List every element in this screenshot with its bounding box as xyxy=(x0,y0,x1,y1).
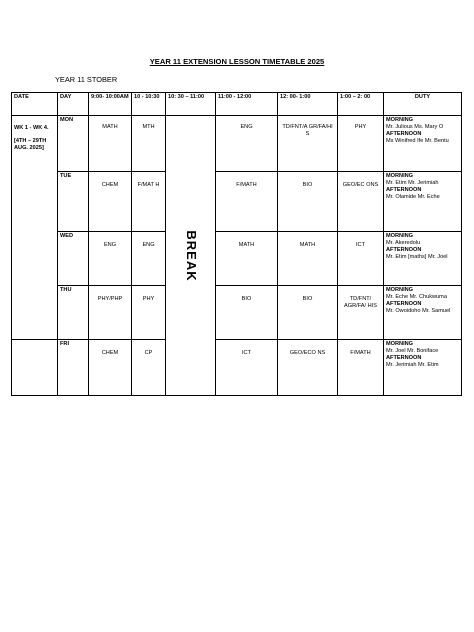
day-cell: MON xyxy=(58,116,89,172)
lesson-cell: F/MATH xyxy=(216,172,278,232)
duty-morning-label: MORNING xyxy=(386,173,414,179)
duty-cell xyxy=(384,286,462,340)
table-row xyxy=(12,286,462,340)
day-cell: THU xyxy=(58,286,89,340)
duty-morning: Mr. Akeredolu xyxy=(386,239,421,246)
duty-morning: Mr. Joel Mr. Boniface xyxy=(386,347,439,354)
header-period-1: 9:00- 10:00AM xyxy=(89,93,132,116)
lesson-cell: F/MAT H xyxy=(132,172,166,232)
week-range: WK 1 - WK 4. xyxy=(14,125,49,131)
duty-afternoon-label: AFTERNOON xyxy=(386,246,422,253)
duty-cell xyxy=(384,340,462,396)
header-day: DAY xyxy=(58,93,89,116)
duty-morning: Mr. Etim Mr. Jerimiah xyxy=(386,179,439,186)
lesson-cell: BIO xyxy=(278,286,338,340)
day-cell: FRI xyxy=(58,340,89,396)
lesson-cell: BIO xyxy=(216,286,278,340)
header-period-2: 10 - 10:30 xyxy=(132,93,166,116)
lesson-cell: ENG xyxy=(132,232,166,286)
duty-morning: Mr. Julious Ms. Mary O xyxy=(386,123,444,130)
lesson-cell: GEO/ECO NS xyxy=(278,340,338,396)
duty-morning-label: MORNING xyxy=(386,287,414,293)
lesson-cell: ENG xyxy=(216,116,278,172)
lesson-cell: PHY/PHP xyxy=(89,286,132,340)
duty-afternoon: Mr. Olamide Mr. Eche xyxy=(386,193,440,200)
lesson-cell: MATH xyxy=(89,116,132,172)
lesson-cell: CHEM xyxy=(89,340,132,396)
day-cell: TUE xyxy=(58,172,89,232)
header-period-3: 10: 30 – 11:00 xyxy=(166,93,216,116)
lesson-cell: ICT xyxy=(338,232,384,286)
date-range: [4TH – 29TH AUG. 2025] xyxy=(14,137,47,151)
duty-afternoon: Mr. Owoidoho Mr. Samuel xyxy=(386,307,451,314)
header-period-4: 11:00 - 12:00 xyxy=(216,93,278,116)
header-period-6: 1:00 – 2: 00 xyxy=(338,93,384,116)
break-cell xyxy=(166,116,216,396)
duty-afternoon-label: AFTERNOON xyxy=(386,354,422,361)
date-empty-cell xyxy=(12,340,58,396)
lesson-cell: TD/FNT/ AGR/FA/ HIS xyxy=(338,286,384,340)
duty-cell xyxy=(384,232,462,286)
duty-morning-label: MORNING xyxy=(386,233,414,239)
class-name: YEAR 11 STOBER xyxy=(55,75,118,84)
duty-morning-label: MORNING xyxy=(386,117,414,123)
lesson-cell: TD/FNT/A GR/FA/HI S xyxy=(278,116,338,172)
header-date: DATE xyxy=(12,93,58,116)
duty-morning: Mr. Eche Mr. Chukwuma xyxy=(386,293,447,300)
header-row xyxy=(12,93,462,116)
lesson-cell: MATH xyxy=(216,232,278,286)
lesson-cell: MATH xyxy=(278,232,338,286)
duty-cell xyxy=(384,172,462,232)
lesson-cell: CHEM xyxy=(89,172,132,232)
date-range-cell xyxy=(12,116,58,340)
table-row xyxy=(12,116,462,172)
lesson-cell: MTH xyxy=(132,116,166,172)
timetable-title: YEAR 11 EXTENSION LESSON TIMETABLE 2025 xyxy=(149,57,325,66)
lesson-cell: CP xyxy=(132,340,166,396)
table-row xyxy=(12,232,462,286)
lesson-cell: ICT xyxy=(216,340,278,396)
lesson-cell: ENG xyxy=(89,232,132,286)
duty-afternoon: Mr. Jerimiah Mr. Etim xyxy=(386,361,439,368)
duty-cell xyxy=(384,116,462,172)
header-duty: DUTY xyxy=(384,93,462,116)
table-row xyxy=(12,172,462,232)
lesson-cell: BIO xyxy=(278,172,338,232)
lesson-cell: PHY xyxy=(338,116,384,172)
lesson-cell: F/MATH xyxy=(338,340,384,396)
timetable xyxy=(11,92,462,396)
duty-afternoon-label: AFTERNOON xyxy=(386,300,422,307)
lesson-cell: PHY xyxy=(132,286,166,340)
day-cell: WED xyxy=(58,232,89,286)
duty-afternoon: Mr. Etim [maths] Mr. Joel xyxy=(386,253,448,260)
duty-afternoon-label: AFTERNOON xyxy=(386,130,422,137)
lesson-cell: GEO/EC ONS xyxy=(338,172,384,232)
duty-morning-label: MORNING xyxy=(386,341,414,347)
break-label: BREAK xyxy=(183,229,199,282)
header-period-5: 12: 00- 1:00 xyxy=(278,93,338,116)
table-row xyxy=(12,340,462,396)
duty-afternoon: Ms Winifred Ife Mr. Bentu xyxy=(386,137,449,144)
duty-afternoon-label: AFTERNOON xyxy=(386,186,422,193)
